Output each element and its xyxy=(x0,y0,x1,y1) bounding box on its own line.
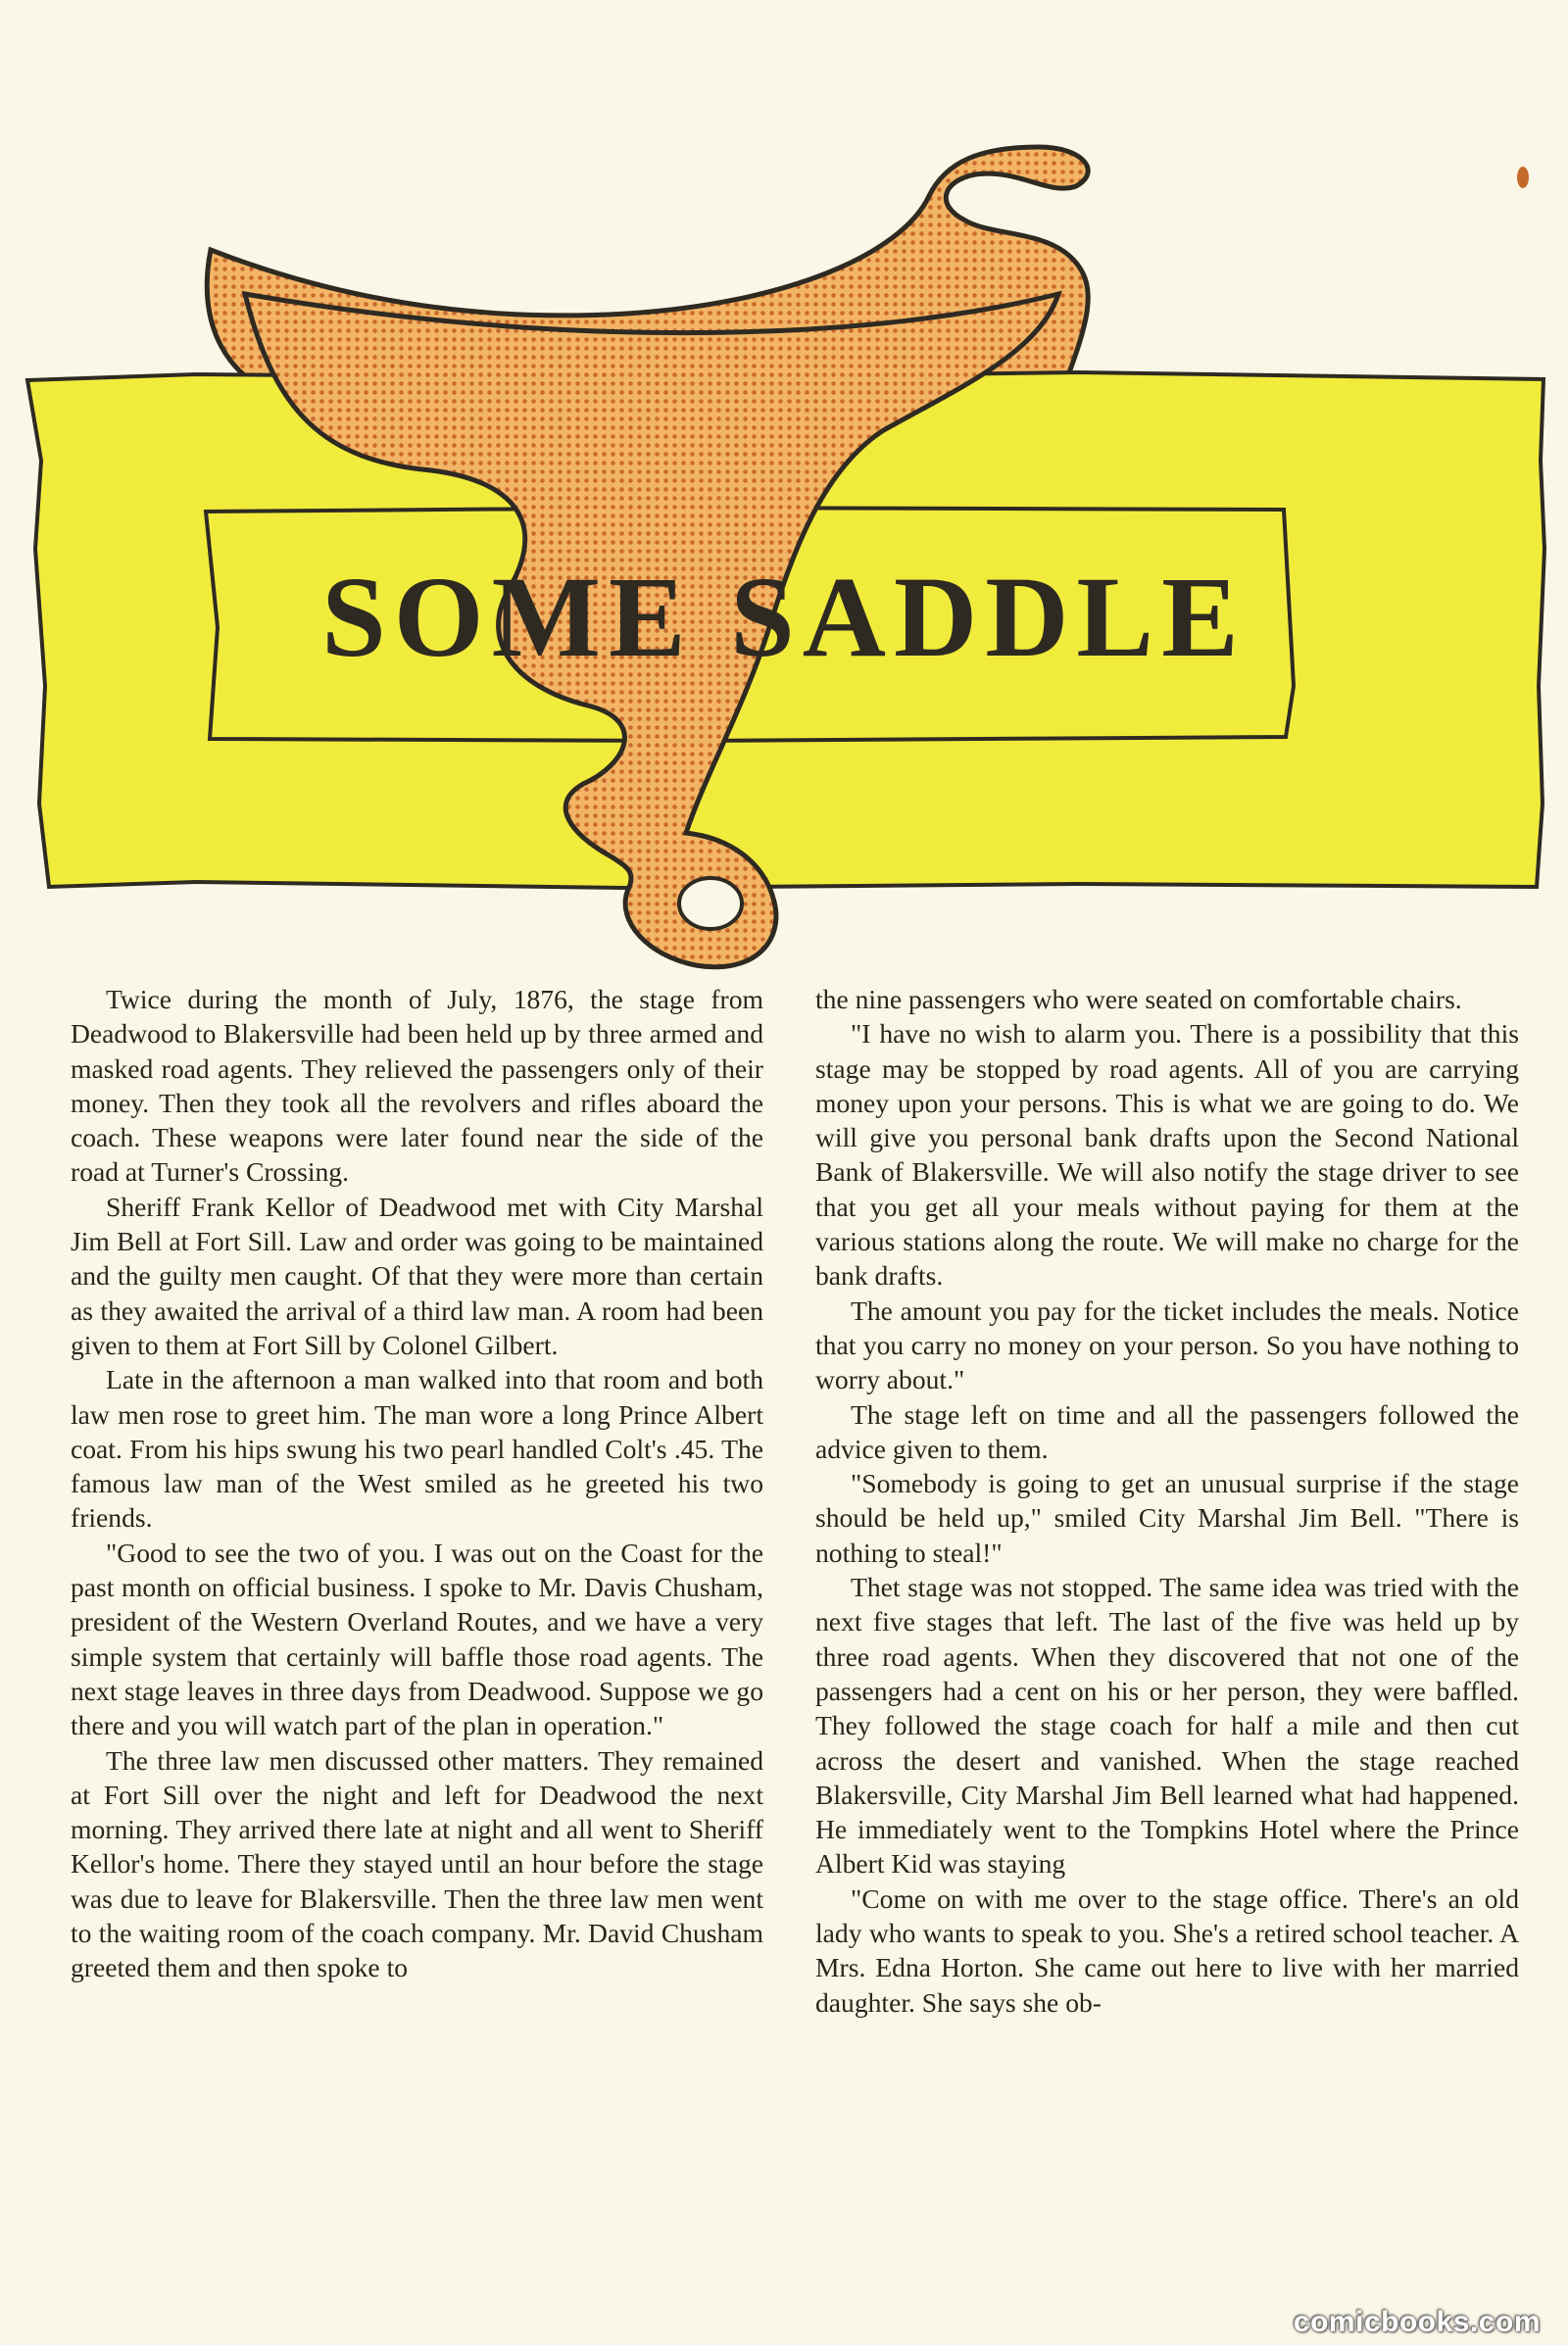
page-title: SOME SADDLE xyxy=(321,553,1247,681)
paragraph: Sheriff Frank Kellor of Deadwood met with City Marshal Jim Bell at Fort Sill. Law and order was going to be maintained and the guilty men caught. Of that they were more than certain as they awaited the arrival of a third law man. A room had been given to them at Fort Sill by Colonel Gilbert. xyxy=(71,1191,763,1360)
paragraph: the nine passengers who were seated on comfortable chairs. xyxy=(815,984,1462,1014)
watermark: comicbooks.com xyxy=(1293,2306,1541,2338)
title-banner-illustration xyxy=(0,0,1568,1000)
left-text-column xyxy=(71,982,763,1985)
paragraph: "I have no wish to alarm you. There is a possibility that this stage may be stopped by road agents. All of you are carrying money upon your persons. This is what we are going to do. We will give you personal bank drafts upon the Second National Bank of Blakersville. We will also notify the stage driver to see that you get all your meals without paying for them at the various stations along the route. We will make no charge for the bank drafts. xyxy=(815,1018,1519,1292)
stirrup-hole xyxy=(679,878,742,929)
paragraph: The three law men discussed other matters. They remained at Fort Sill over the night and left for Deadwood the next morning. They arrived there late at night and all went to Sheriff Kellor's home. There they stayed until an hour before the stage was due to leave for Blakersville. Then the three law men went to the waiting room of the coach company. Mr. David Chusham greeted them and then spoke to xyxy=(71,1744,763,1983)
right-text-column xyxy=(815,982,1519,2020)
paragraph: Thet stage was not stopped. The same idea was tried with the next five stages that left. The last of the five was held up by three road agents. When they discovered that not one of the passengers had a cent on his or her person, they were baffled. They followed the stage coach for half a mile and then cut across the desert and vanished. When the stage reached Blakersville, City Marshal Jim Bell learned what had happened. He immediately went to the Tompkins Hotel where the Prince Albert Kid was staying xyxy=(815,1572,1519,1880)
paragraph: "Come on with me over to the stage office. There's an old lady who wants to speak to you. She's a retired school teacher. A Mrs. Edna Horton. She came out here to live with her married daughter. She says she ob- xyxy=(815,1882,1519,2018)
paragraph: Twice during the month of July, 1876, the stage from Deadwood to Blakersville had been held up by three armed and masked road agents. They relieved the passengers only of their money. Then they took all the revolvers and rifles aboard the coach. These weapons were later found near the side of the road at Turner's Crossing. xyxy=(71,984,763,1188)
paragraph: The stage left on time and all the passengers followed the advice given to them. xyxy=(815,1398,1519,1464)
ink-speck xyxy=(1517,167,1529,188)
paragraph: The amount you pay for the ticket includes the meals. Notice that you carry no money on your person. So you have nothing to worry about." xyxy=(815,1295,1519,1395)
paragraph: Late in the afternoon a man walked into that room and both law men rose to greet him. The man wore a long Prince Albert coat. From his hips swung his two pearl handled Colt's .45. The famous law man of the West smiled as he greeted his two friends. xyxy=(71,1364,763,1534)
paragraph: "Good to see the two of you. I was out on the Coast for the past month on official business. I spoke to Mr. Davis Chusham, president of the Western Overland Routes, and we have a very simple system that certainly will baffle those road agents. The next stage leaves in three days from Deadwood. Suppose we go there and you will watch part of the plan in operation." xyxy=(71,1537,763,1741)
paragraph: "Somebody is going to get an unusual surprise if the stage should be held up," smiled City Marshal Jim Bell. "There is nothing to steal!" xyxy=(815,1468,1519,1568)
